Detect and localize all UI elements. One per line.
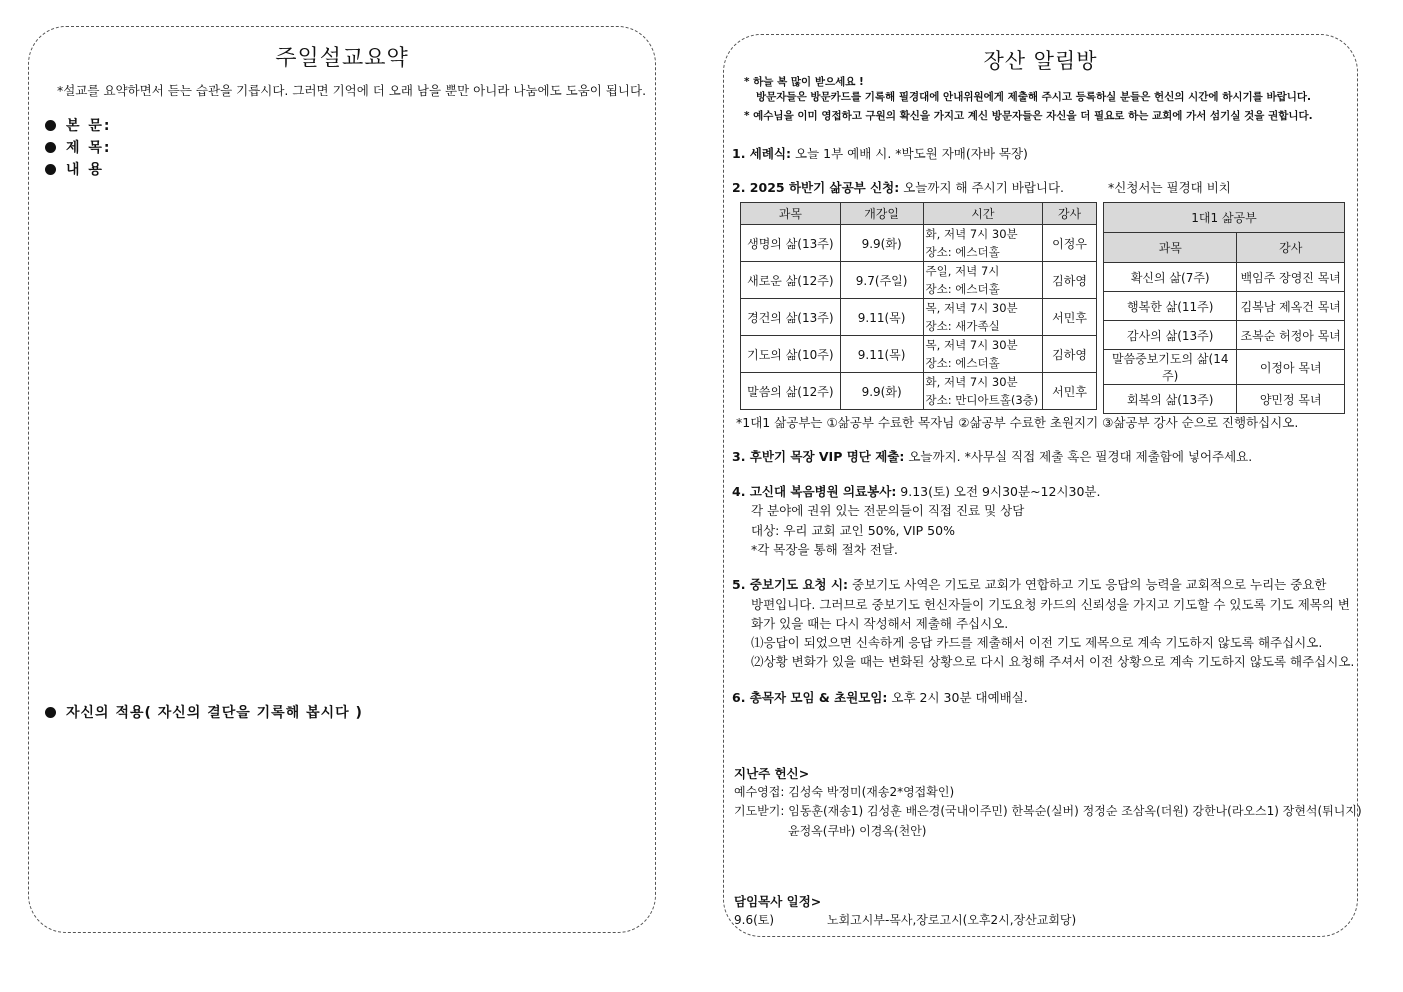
schedule-item: 9.6(토) 노회고시부-목사,장로고시(오후2시,장산교회당): [734, 913, 1077, 927]
announcements-title: 장산 알림방: [983, 49, 1098, 73]
notice-4-line-4: *각 목장을 통해 절차 전달.: [751, 542, 898, 557]
table-title-row: 1대1 삶공부: [1104, 203, 1345, 233]
table-row: 생명의 삶(13주) 9.9(화) 화, 저녁 7시 30분 장소: 에스더홀 이정우: [741, 225, 1097, 262]
notice-5-line-5: ⑵상황 변화가 있을 때는 변화된 상황으로 다시 요청해 주셔서 이전 상황으로 계속 기도하지 않도록 해주십시오.: [751, 654, 1355, 669]
notice-5: 5. 중보기도 요청 시: 중보기도 사역은 기도로 교회가 연합하고 기도 응답의 능력을 교회적으로 누리는 중요한: [732, 577, 1327, 592]
announcements-panel: [723, 34, 1362, 937]
table-row: 확신의 삶(7주) 백임주 장영진 목녀: [1104, 263, 1345, 292]
welcome-line-2: 방문자들은 방문카드를 기록해 필경대에 안내위원에게 제출해 주시고 등록하실 분들은 헌신의 시간에 하시기를 바랍니다.: [756, 91, 1312, 103]
table-row: 새로운 삶(12주) 9.7(주일) 주일, 저녁 7시 장소: 에스더홀 김하영: [741, 262, 1097, 299]
sermon-content-field: 내 용: [45, 159, 104, 179]
table-row: 경건의 삶(13주) 9.11(목) 목, 저녁 7시 30분 장소: 새가족실 서민후: [741, 299, 1097, 336]
notice-4: 4. 고신대 복음병원 의료봉사: 9.13(토) 오전 9시30분~12시30분.: [732, 484, 1101, 499]
table-row: 기도의 삶(10주) 9.11(목) 목, 저녁 7시 30분 장소: 에스더홀 김하영: [741, 336, 1097, 373]
scripture-field: 본 문:: [45, 115, 112, 135]
page-title: 주일설교요약: [275, 46, 409, 71]
sermon-instruction: *설교를 요약하면서 듣는 습관을 기릅시다. 그러면 기억에 더 오래 남을 뿐만 아니라 나눔에도 도움이 됩니다.: [57, 83, 647, 98]
bullet-icon: [45, 164, 56, 175]
notice-1: 1. 세례식: 오늘 1부 예배 시. *박도원 자매(자바 목장): [732, 146, 1028, 161]
table-row: 말씀의 삶(12주) 9.9(화) 화, 저녁 7시 30분 장소: 만디아트홀(3층) 서민후: [741, 373, 1097, 410]
dedication-prayer: 기도받기: 임동훈(재송1) 김성훈 배은경(국내이주민) 한복순(실버) 정정순 조삼옥(더원) 강한나(라오스1) 장현석(튀니지): [734, 804, 1362, 818]
bullet-icon: [45, 707, 56, 718]
notice-5-line-2: 방편입니다. 그러므로 중보기도 헌신자들이 기도요청 카드의 신뢰성을 가지고 기도할 수 있도록 기도 제목의 변: [751, 597, 1351, 612]
notice-6: 6. 총목자 모임 & 초원모임: 오후 2시 30분 대예배실.: [732, 690, 1028, 705]
dedication-salvation: 예수영접: 김성숙 박정미(재송2*영접확인): [734, 785, 955, 799]
bullet-icon: [45, 142, 56, 153]
bullet-icon: [45, 120, 56, 131]
table-header-row: 과목 강사: [1104, 233, 1345, 263]
dedication-prayer-cont: 윤정옥(쿠바) 이경옥(천안): [788, 824, 927, 838]
notice-5-line-4: ⑴응답이 되었으면 신속하게 응답 카드를 제출해서 이전 기도 제목으로 계속 기도하지 않도록 해주십시오.: [751, 635, 1323, 650]
one-to-one-table: [1103, 202, 1345, 414]
table-row: 회복의 삶(13주) 양민정 목녀: [1104, 385, 1345, 414]
one-to-one-note: *1대1 삶공부는 ①삶공부 수료한 목자님 ②삶공부 수료한 초원지기 ③삶공부 강사 순으로 진행하십시오.: [736, 415, 1299, 430]
table-row: 행복한 삶(11주) 김복남 제옥건 목녀: [1104, 292, 1345, 321]
table-row: 감사의 삶(13주) 조복순 허정아 목녀: [1104, 321, 1345, 350]
welcome-line-3: * 예수님을 이미 영접하고 구원의 확신을 가지고 계신 방문자들은 자신을 더 필요로 하는 교회에 가서 섬기실 것을 권합니다.: [744, 110, 1313, 122]
notice-5-line-3: 화가 있을 때는 다시 작성해서 제출해 주십시오.: [751, 616, 1009, 631]
table-row: 말씀중보기도의 삶(14주) 이정아 목녀: [1104, 350, 1345, 385]
life-study-table: [740, 202, 1097, 410]
notice-3: 3. 후반기 목장 VIP 명단 제출: 오늘까지. *사무실 직접 제출 혹은 필경대 제출함에 넣어주세요.: [732, 449, 1253, 464]
notice-4-line-2: 각 분야에 권위 있는 전문의들이 직접 진료 및 상담: [751, 503, 1025, 518]
notice-4-line-3: 대상: 우리 교회 교인 50%, VIP 50%: [751, 523, 955, 538]
dedication-title: 지난주 헌신>: [734, 766, 810, 781]
sermon-title-field: 제 목:: [45, 137, 112, 157]
welcome-line-1: * 하늘 복 많이 받으세요 !: [744, 76, 864, 88]
schedule-title: 담임목사 일정>: [734, 894, 822, 909]
application-field: 자신의 적용( 자신의 결단을 기록해 봅시다 ): [45, 702, 363, 722]
notice-2: 2. 2025 하반기 삶공부 신청: 오늘까지 해 주시기 바랍니다. *신청서는 필경대 비치: [732, 180, 1231, 195]
sermon-summary-panel: [28, 26, 656, 933]
table-header-row: 과목 개강일 시간 강사: [741, 203, 1097, 225]
